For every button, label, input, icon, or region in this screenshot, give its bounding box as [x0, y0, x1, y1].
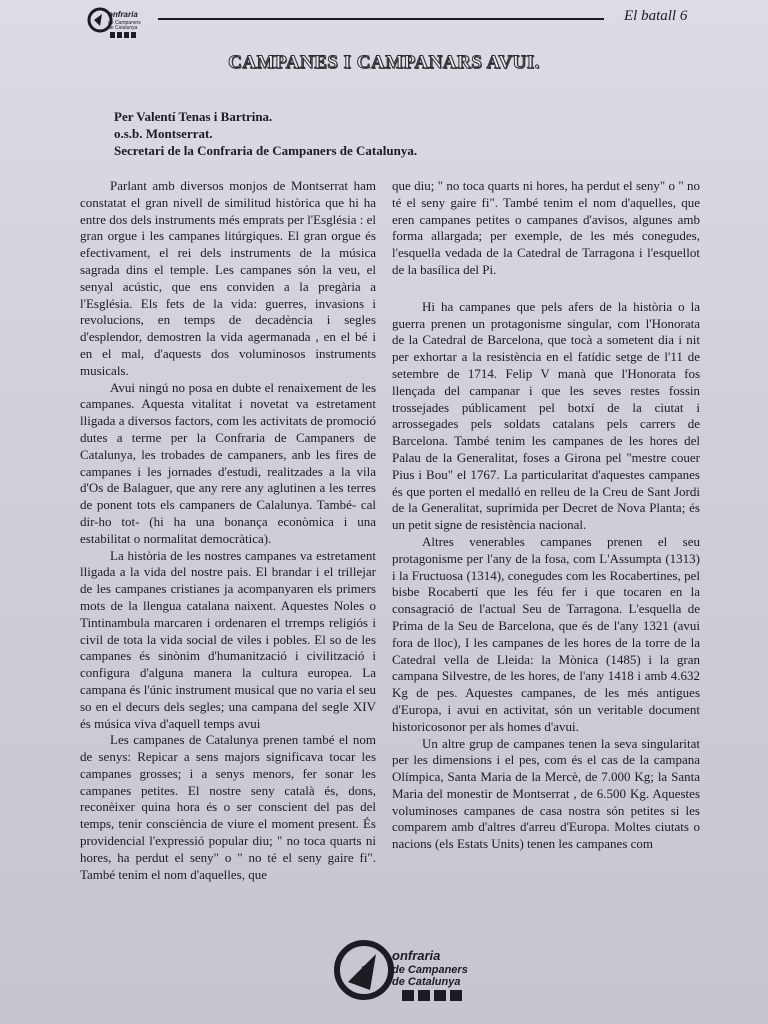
- header-logo-line3: de Catalunya: [108, 25, 138, 31]
- article-title: CAMPANES I CAMPANARS AVUI.: [228, 52, 540, 73]
- header-logo-line2: de Campaners: [108, 20, 141, 26]
- author-affiliation: o.s.b. Montserrat.: [114, 126, 213, 141]
- author-block: [114, 108, 417, 159]
- paragraph: Parlant amb diversos monjos de Montserrat ham constatat el gran nivell de similitud històrica que hi ha entre dos dels instruments més emprats per l'Església : el gran orgue i les campanes litúrgiques. El gran orgue és efectivament, el rei dels instruments de la música sagrada dins el temple. Les campanes són la veu, el senyal acústic, que ens conviden a la pregària a l'Església. Els fets de la vida: guerres, invasions i revolucions, en temps de decadència i segles d'esplendor, demostren la vida agermanada , en el bé i en el mal, d'aquests dos voluminosos instruments musicals.: [80, 178, 376, 378]
- author-role: Secretari de la Confraria de Campaners de Catalunya.: [114, 143, 418, 158]
- confraria-logo-footer: [330, 940, 490, 1006]
- paragraph: La història de les nostres campanes va estretament lligada a la vida del nostre pais. El brandar i el trillejar de les campanes cristianes ja acompanyaren els primers mots de la llengua catalana naixent. Aquestes Noles o Tintinambula marcaren i ordenaren el trremps religiós i civil de tota la vida social de viles i pobles. El so de les campanes és sinònim d'humanització i civilització i configura d'alguna manera la cultura europea. La campana és l'únic instrument musical que no varia el seu so en el decurs dels segles; una campana del segle XIV és música viva d'aquell temps avui: [80, 547, 376, 731]
- paragraph: Altres venerables campanes prenen el seu protagonisme per l'any de la fosa, com L'Assumpta (1313) i la Fructuosa (1314), conegudes com les Rocabertines, pel bisbe Rocabertí que les féu fer i que tocaren en la consagració de l'actual Seu de Tarragona. L'esquella de Prima de la Seu de Barcelona, que és de l'any 1321 (avui fora de lloc), I les campanes de les hores de la torre de la Catedral vella de Lleida: la Mònica (1485) i la gran campana Silvestre, de les hores, de l'any 1418 i amb 4.632 Kg de pes. Aquestes campanes, de les més antigues d'Europa, i avui en activitat, són un veritable document historicosonor per als homes d'avui.: [392, 533, 700, 734]
- header-logo-line1: onfraria: [108, 10, 138, 19]
- paragraph: Un altre grup de campanes tenen la seva singularitat per les dimensions i el pes, com és el cas de la campana Olímpica, Santa Maria de la Mercè, de 7.000 Kg; la Santa Maria del monestir de Montserrat , de 6.500 Kg. Aquestes voluminoses campanes de casa nostra són petites si les comparem amb d'altres d'arreu d'Europa. Moltes ciutats o nacions (els Estats Units) tenen les campanes com: [392, 735, 700, 852]
- paragraph: que diu; " no toca quarts ni hores, ha perdut el seny" o " no té el seny gaire fi". També tenim el nom d'aquelles, que eren campanes petites o campanes d'avisos, algunes amb forma allargada; per exemple, de les més conegudes, l'esquella vedada de la Catedral de Tarragona i l'esquellot de la basílica del Pi.: [392, 178, 700, 277]
- footer-logo-line2: de Campaners: [392, 964, 468, 976]
- footer-logo-line3: de Catalunya: [392, 976, 461, 988]
- header-rule: [158, 18, 604, 20]
- issue-label: El batall 6: [624, 8, 688, 24]
- confraria-logo-header: [86, 6, 152, 40]
- paragraph: Hi ha campanes que pels afers de la història o la guerra prenen un protagonisme singular, com l'Honorata de la Catedral de Barcelona, que tocà a sometent dia i nit per exhortar a la resistència en el fatídic setge de l'11 de setembre de 1714. Felip V manà que l'Honorata fos llençada del campanar i que les seves restes fossin trossejades públicament pel botxí de la ciutat i arrossegades pels soldats catalans pels carrers de Barcelona. També tenim les campanes de les hores del Palau de la Generalitat, foses a Girona pel "mestre couer Pius i Bou" el 1767. La particularitat d'aquestes campanes és que porten el medalló en relleu de la Creu de Sant Jordi de la Generalitat, suprimida per Decret de Nova Planta; és un petit signe de resistència nacional.: [392, 298, 700, 533]
- page-number: 3: [361, 964, 368, 979]
- paragraph: Les campanes de Catalunya prenen també el nom de senys: Repicar a sens majors significava tocar les campanes grosses; i a senys menors, fer sonar les campanes petites. El nostre seny català és, dons, reconèixer quina hora és o ser conscient del pas del temps, tenir consciència de viure el moment present. És providencial l'expressió popular diu; " no toca quarts ni hores, ha perdut el seny" o " no té el seny gaire fi". També tenim el nom d'aquelles, que: [80, 732, 376, 882]
- author-name: Per Valentí Tenas i Bartrina.: [114, 109, 273, 124]
- footer-logo-line1: onfraria: [392, 948, 441, 963]
- paragraph: Avui ningú no posa en dubte el renaixement de les campanes. Aquesta vitalitat i novetat va estretament lligada a diversos factors, com les activitats de promoció dutes a terme per la Confraria de Campaners de Catalunya, les trobades de campaners, anb les fires de campanes i les jornades d'estudi, realitzades a la vila d'Os de Balaguer, que any rere any aglutinen a les terres de ponent tots els campaners de Calalunya. També- cal dir-ho tot- (hi ha una bonança econòmica i una estabilitat o normalitat democràtica).: [80, 379, 376, 546]
- column-right: [392, 178, 700, 853]
- column-left: [80, 178, 376, 883]
